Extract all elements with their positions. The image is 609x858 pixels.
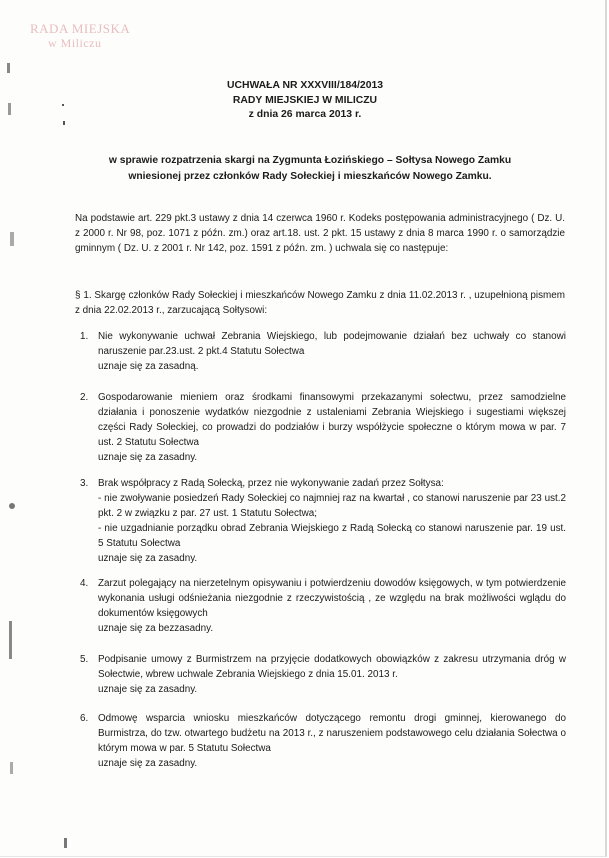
- item-conclusion: uznaje się za zasadny.: [98, 684, 198, 695]
- section-1-paragraph: § 1. Skargę członków Rady Sołeckiej i mieszkańców Nowego Zamku z dnia 11.02.2013 r. , uzupełnioną pismem z dnia 22.02.2013 r., zarzucającą Sołtysowi:: [75, 290, 565, 316]
- item-number: 2.: [80, 392, 89, 403]
- resolution-date: z dnia 26 marca 2013 r.: [248, 109, 362, 120]
- complaint-item: [80, 652, 566, 697]
- scan-mark: [62, 104, 64, 106]
- item-text: Podpisanie umowy z Burmistrzem na przyjęcie dodatkowych obowiązków z zakresu utrzymania dróg w Sołectwie, wbrew uchwale Zebrania Wiejskiego z dnia 15.01. 2013 r.: [98, 654, 566, 680]
- complaint-item: [80, 711, 566, 771]
- legal-basis-paragraph: Na podstawie art. 229 pkt.3 ustawy z dnia 14 czerwca 1960 r. Kodeks postępowania administracyjnego ( Dz. U. z 2000 r. Nr 98, poz. 1071 z późn. zm.) oraz art.18. ust. 2 pkt. 15 ustawy z dnia 8 marca 1990 r. o samorządzie gminnym ( Dz. U. z 2001 r. Nr 142, poz. 1591 z późn. zm. ) uchwala się co następuje:: [75, 213, 565, 254]
- scan-mark: [8, 103, 11, 115]
- item-conclusion: uznaje się za zasadną.: [98, 361, 199, 372]
- item-text: Zarzut polegający na nierzetelnym opisywaniu i potwierdzeniu dowodów księgowych, w tym potwierdzenie wykonania usługi odśnieżania niezgodnie z rzeczywistością , ze względu na brak możliwości wglądu do dokumentów księgowych: [98, 578, 566, 619]
- scan-mark: [10, 762, 13, 774]
- item-conclusion: uznaje się za zasadny.: [98, 553, 198, 564]
- item-text: Gospodarowanie mieniem oraz środkami finansowymi przekazanymi sołectwu, przez samodzielne działania i ponoszenie wydatków niezgodnie z ustaleniami Zebrania Wiejskiego i sugestiami większej części Rady Sołeckiej, co prowadzi do podziałów i burzy współżycie społeczne o którym mowa w par. 7 ust. 2 Statutu Sołectwa: [98, 392, 566, 448]
- resolution-issuer: RADY MIEJSKIEJ W MILICZU: [232, 94, 378, 106]
- scan-mark: [64, 838, 67, 848]
- subject-line-2: wniesionej przez członków Rady Sołeckiej i mieszkańców Nowego Zamku.: [128, 170, 492, 182]
- item-conclusion: uznaje się za zasadny.: [98, 758, 198, 769]
- resolution-subject: [60, 153, 560, 184]
- item-subpoint: - nie uzgadnianie porządku obrad Zebrania Wiejskiego z Radą Sołecką co stanowi naruszenie par. 19 ust. 5 Statutu Sołectwa: [98, 523, 566, 549]
- item-number: 4.: [80, 578, 89, 589]
- stamp-line-1: RADA MIEJSKA: [30, 21, 131, 36]
- scan-mark: [10, 232, 14, 246]
- item-number: 6.: [80, 713, 89, 724]
- item-conclusion: uznaje się za zasadny.: [98, 452, 198, 463]
- resolution-header: [150, 79, 460, 123]
- item-number: 1.: [80, 331, 89, 342]
- complaint-item: [80, 476, 566, 566]
- subject-line-1: w sprawie rozpatrzenia skargi na Zygmunta Łozińskiego – Sołtysa Nowego Zamku: [108, 155, 512, 166]
- resolution-title: UCHWAŁA NR XXXVIII/184/2013: [226, 80, 384, 91]
- complaint-item: [80, 390, 566, 465]
- item-subpoint: - nie zwoływanie posiedzeń Rady Sołeckiej co najmniej raz na kwartał , co stanowi naruszenie par 23 ust.2 pkt. 2 w związku z par. 27 ust. 1 Statutu Sołectwa;: [98, 493, 566, 519]
- item-text: Nie wykonywanie uchwał Zebrania Wiejskiego, lub podejmowanie działań bez uchwały co stanowi naruszenie par.23.ust. 2 pkt.4 Statutu Sołectwa: [98, 331, 566, 357]
- item-text: Brak współpracy z Radą Sołecką, przez nie wykonywanie zadań przez Sołtysa:: [98, 478, 444, 489]
- item-conclusion: uznaje się za bezzasadny.: [98, 623, 214, 634]
- scan-mark: [9, 503, 15, 509]
- item-text: Odmowę wsparcia wniosku mieszkańców dotyczącego remontu drogi gminnej, kierowanego do Burmistrza, do tzw. otwartego budżetu na 2013 r., z naruszeniem podstawowego celu działania Sołectwa o którym mowa w par. 5 Statutu Sołectwa: [98, 713, 566, 754]
- complaint-item: [80, 576, 566, 636]
- complaint-item: [80, 329, 566, 374]
- scan-mark: [9, 621, 12, 659]
- item-number: 5.: [80, 654, 89, 665]
- council-stamp: [30, 22, 150, 54]
- scan-mark: [7, 63, 10, 73]
- stamp-line-2: w Miliczu: [48, 36, 102, 50]
- scan-mark: [63, 121, 65, 125]
- item-number: 3.: [80, 478, 89, 489]
